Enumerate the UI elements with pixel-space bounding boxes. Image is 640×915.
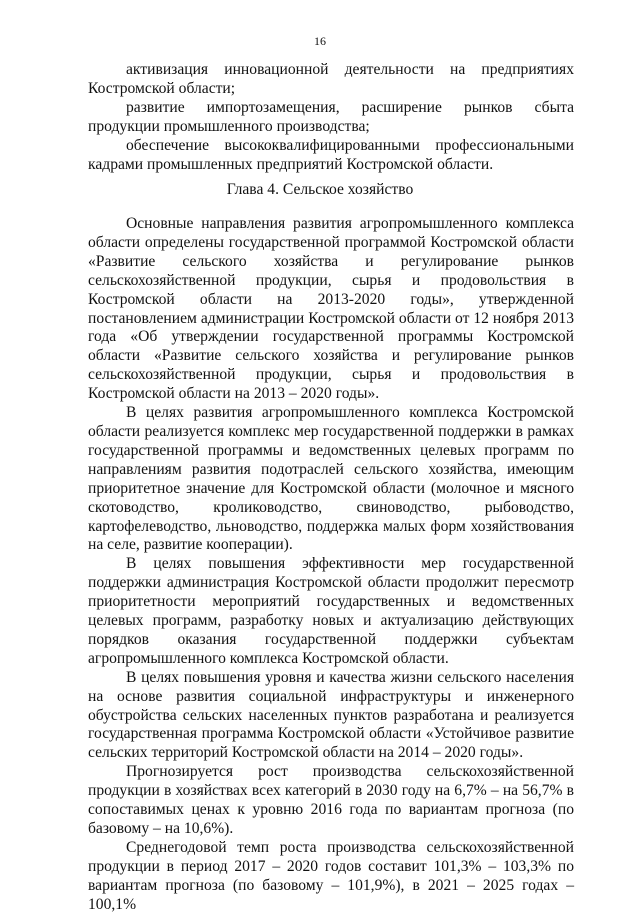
top-list	[88, 61, 574, 174]
paragraph-production-forecast: Прогнозируется рост производства сельскохозяйственной продукции в хозяйствах всех категорий в 2030 году на 6,7% – на 56,7% в сопоставимых ценах к уровню 2016 года по вариантам прогноза (по базовому – на 10,6%).	[88, 763, 574, 837]
paragraph-rural-development: В целях повышения уровня и качества жизни сельского населения на основе развития социальной инфраструктуры и инженерного обустройства сельских населенных пунктов разработана и реализуется государственная программа Костромской области «Устойчивое развитие сельских территорий Костромской области на 2014 – 2020 годы».	[88, 668, 574, 762]
page-number: 16	[314, 34, 326, 48]
paragraph-support-efficiency: В целях повышения эффективности мер государственной поддержки администрация Костромской области продолжит пересмотр приоритетности мероприятий государственных и ведомственных целевых программ, разработку новых и актуализацию действующих порядков оказания государственной поддержки субъектам агропромышленного комплекса Костромской области.	[88, 555, 574, 667]
paragraph-state-support: В целях развития агропромышленного комплекса Костромской области реализуется комплекс мер государственной поддержки в рамках государственной программы и ведомственных целевых программ по направлениям развития подотраслей сельского хозяйства, имеющим приоритетное значение для Костромской области (молочное и мясного скотоводство, кролиководство, свиноводство, рыбоводство, картофелеводство, льноводство, поддержка малых форм хозяйствования на селе, развитие кооперации).	[88, 404, 574, 554]
list-item-innovation: активизация инновационной деятельности на предприятиях Костромской области;	[88, 61, 574, 97]
list-item-staffing: обеспечение высококвалифицированными профессиональными кадрами промышленных предприятий Костромской области.	[88, 136, 574, 173]
paragraph-main-directions: Основные направления развития агропромышленного комплекса области определены государственной программой Костромской области «Развитие сельского хозяйства и регулирование рынков сельскохозяйственной продукции, сырья и продовольствия в Костромской области на 2013-2020 годы», утвержденной постановлением администрации Костромской области от 12 ноября 2013 года «Об утверждении государственной программы Костромской области «Развитие сельского хозяйства и регулирование рынков сельскохозяйственной продукции, сырья и продовольствия в Костромской области на 2013 – 2020 годы».	[88, 215, 574, 403]
chapter-title: Глава 4. Сельское хозяйство	[226, 181, 414, 198]
list-item-import-substitution: развитие импортозамещения, расширение рынков сбыта продукции промышленного производства;	[88, 98, 574, 135]
chapter-body	[88, 215, 574, 915]
paragraph-growth-rate: Среднегодовой темп роста производства сельскохозяйственной продукции в период 2017 – 2020 годов составит 101,3% – 103,3% по вариантам прогноза (по базовому – 101,9%), в 2021 – 2025 годах – 100,1%	[88, 838, 574, 913]
